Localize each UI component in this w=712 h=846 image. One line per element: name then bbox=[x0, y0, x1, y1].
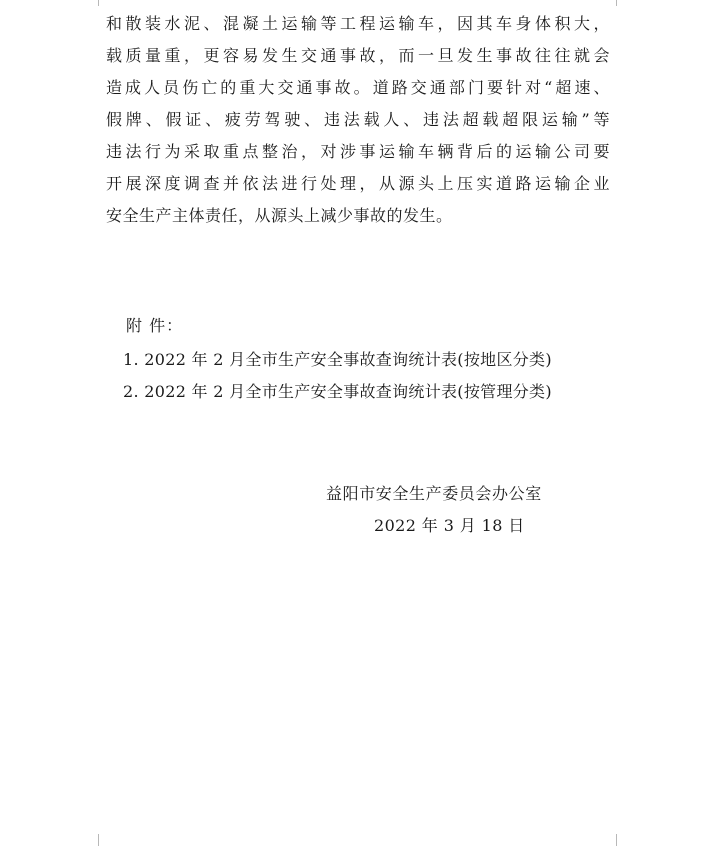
attachment-item: 2. 2022 年 2 月全市生产安全事故查询统计表(按管理分类) bbox=[123, 382, 552, 401]
paragraph-line: 载质量重，更容易发生交通事故，而一旦发生事故往往就会 bbox=[106, 46, 610, 65]
crop-mark-bottom-right bbox=[616, 834, 629, 846]
paragraph-line: 安全生产主体责任，从源头上减少事故的发生。 bbox=[106, 206, 453, 225]
signature-organization: 益阳市安全生产委员会办公室 bbox=[326, 484, 542, 503]
paragraph-line: 和散装水泥、混凝土运输等工程运输车，因其车身体积大， bbox=[106, 14, 610, 33]
attachments-heading: 附 件： bbox=[126, 316, 184, 335]
body-paragraph bbox=[106, 8, 610, 232]
crop-mark-top-right bbox=[616, 0, 629, 6]
paragraph-line: 造成人员伤亡的重大交通事故。道路交通部门要针对“超速、 bbox=[106, 78, 610, 97]
attachments-list bbox=[123, 344, 613, 408]
paragraph-line: 违法行为采取重点整治，对涉事运输车辆背后的运输公司要 bbox=[106, 142, 610, 161]
paragraph-line: 开展深度调查并依法进行处理，从源头上压实道路运输企业 bbox=[106, 174, 610, 193]
crop-mark-top-left bbox=[86, 0, 99, 6]
crop-mark-bottom-left bbox=[86, 834, 99, 846]
paragraph-line: 假牌、假证、疲劳驾驶、违法载人、违法超载超限运输”等 bbox=[106, 110, 610, 129]
signature-date: 2022 年 3 月 18 日 bbox=[374, 516, 525, 535]
signature-block bbox=[300, 478, 600, 542]
attachment-item: 1. 2022 年 2 月全市生产安全事故查询统计表(按地区分类) bbox=[123, 350, 552, 369]
